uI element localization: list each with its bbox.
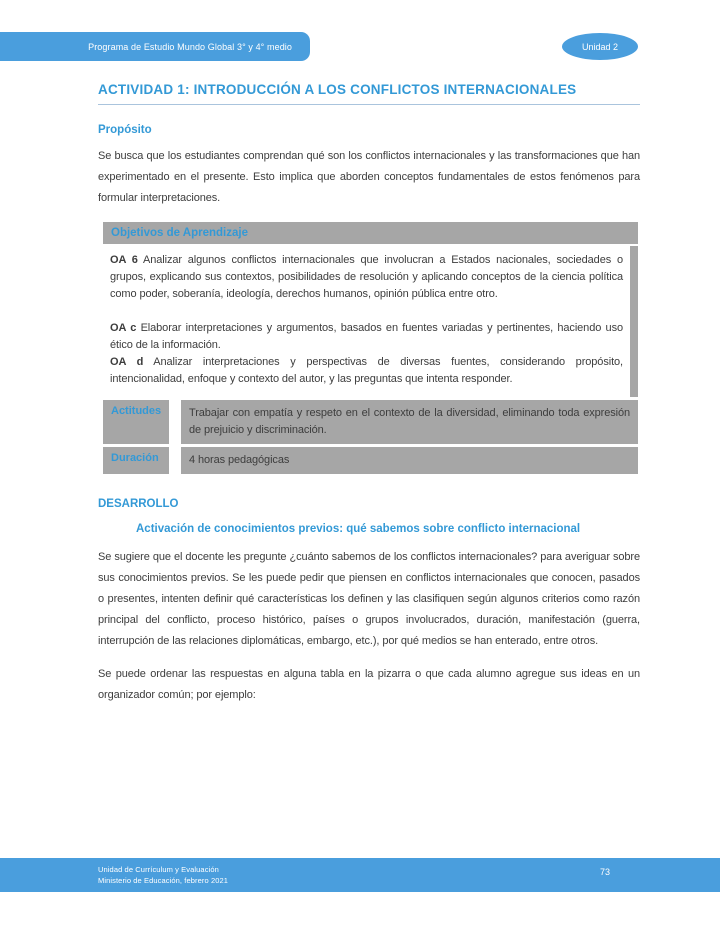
actitudes-row	[103, 400, 638, 444]
title-rule	[98, 104, 640, 105]
objective-oa6-label: OA 6	[110, 254, 138, 266]
footer-ministry-line: Ministerio de Educación, febrero 2021	[98, 876, 229, 885]
duracion-label: Duración	[103, 447, 169, 474]
objectives-table-body	[103, 246, 638, 397]
objectives-table	[103, 222, 638, 474]
actitudes-label: Actitudes	[103, 400, 169, 444]
program-header-label: Programa de Estudio Mundo Global 3° y 4° medio	[88, 41, 292, 52]
objective-oad	[110, 354, 623, 388]
page-content	[98, 82, 640, 706]
desarrollo-heading: DESARROLLO	[98, 498, 179, 510]
footer-bar	[0, 858, 720, 892]
objective-oad-text: Analizar interpretaciones y perspectivas de diversas fuentes, considerando propósito, intencionalidad, enfoque y contexto del autor, y las preguntas que intenta responder.	[110, 356, 623, 385]
page-number: 73	[600, 867, 611, 877]
objective-oad-label: OA d	[110, 356, 144, 368]
footer-org-line: Unidad de Currículum y Evaluación	[98, 865, 219, 874]
proposito-paragraph: Se busca que los estudiantes comprendan qué son los conflictos internacionales y las transformaciones que han experimentado en el presente. Esto implica que aborden conceptos fundamentales de estos fenómenos para formular interpretaciones.	[98, 150, 640, 204]
unit-badge	[562, 33, 638, 60]
unit-badge-label: Unidad 2	[581, 41, 619, 52]
objective-oac	[110, 320, 623, 354]
program-header-tab	[0, 32, 310, 61]
objectives-table-header: Objetivos de Aprendizaje	[103, 222, 638, 244]
activation-subtitle: Activación de conocimientos previos: qué sabemos sobre conflicto internacional	[136, 523, 581, 535]
objective-oac-label: OA c	[110, 322, 137, 334]
objective-oac-text: Elaborar interpretaciones y argumentos, basados en fuentes variadas y pertinentes, haciendo uso ético de la información.	[110, 322, 623, 351]
activity-title: ACTIVIDAD 1: INTRODUCCIÓN A LOS CONFLICTOS INTERNACIONALES	[98, 82, 577, 97]
objective-oa6	[110, 252, 623, 303]
objective-oa6-text: Analizar algunos conflictos internacionales que involucran a Estados nacionales, sociedades o grupos, explicando sus contextos, posibilidades de resolución y aplicando conceptos de la ciencia política como poder, soberanía, ideología, derechos humanos, opinión pública entre otro.	[110, 254, 623, 300]
proposito-heading: Propósito	[98, 124, 152, 136]
actitudes-value: Trabajar con empatía y respeto en el contexto de la diversidad, eliminando toda expresión de prejuicio y discriminación.	[181, 400, 638, 444]
duracion-value: 4 horas pedagógicas	[181, 447, 638, 474]
duracion-row	[103, 447, 638, 474]
desarrollo-paragraph-2: Se puede ordenar las respuestas en alguna tabla en la pizarra o que cada alumno agregue sus ideas en un organizador común; por ejemplo:	[98, 668, 640, 701]
desarrollo-paragraph-1: Se sugiere que el docente les pregunte ¿cuánto sabemos de los conflictos internacionales? para averiguar sobre sus conocimientos previos. Se les puede pedir que piensen en conflictos internacionales que conocen, pasados o presentes, intenten definir qué características los definen y las clasifiquen según algunos criterios como razón principal del conflicto, proceso histórico, países o grupos involucrados, duración, manifestación (guerra, interrupción de las relaciones diplomáticas, embargo, etc.), por qué medios se han enterado, entre otros.	[98, 551, 640, 647]
